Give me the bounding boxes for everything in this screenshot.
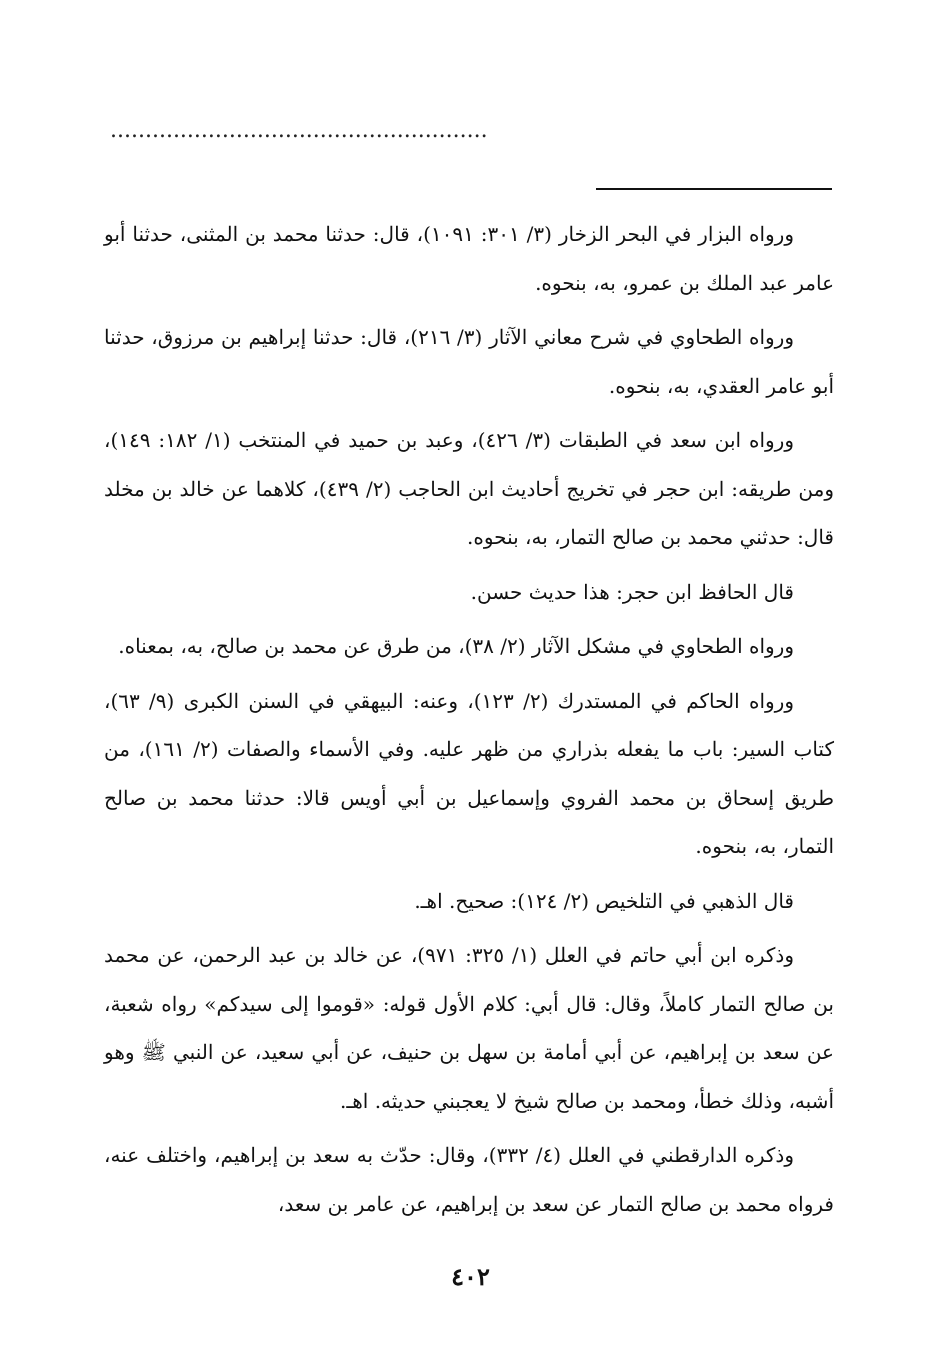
paragraph: قال الحافظ ابن حجر: هذا حديث حسن.: [470, 579, 794, 604]
paragraph: ورواه البزار في البحر الزخار (٣/ ٣٠١: ١٠٩١)، قال: حدثنا محمد بن المثنى، حدثنا أبو عامر عبد الملك بن عمرو، به، بنحوه.: [104, 222, 834, 295]
paragraph: ورواه ابن سعد في الطبقات (٣/ ٤٢٦)، وعبد بن حميد في المنتخب (١/ ١٨٢: ١٤٩)، ومن طريقه: ابن حجر في تخريج أحاديث ابن الحاجب (٢/ ٤٣٩)، كلاهما عن خالد بن مخلد قال: حدثني محمد بن صالح التمار، به، بنحوه.: [104, 428, 834, 549]
paragraph: قال الذهبي في التلخيص (٢/ ١٢٤): صحيح. اهـ.: [414, 888, 794, 913]
page-number: ٤٠٢: [451, 1262, 490, 1291]
paragraph: ورواه الحاكم في المستدرك (٢/ ١٢٣)، وعنه: البيهقي في السنن الكبرى (٩/ ٦٣)، كتاب السير: باب ما يفعله بذراري من ظهر عليه. وفي الأسماء والصفات (٢/ ١٦١)، من طريق إسحاق بن محمد الفروي وإسماعيل بن أبي أويس قالا: حدثنا محمد بن صالح التمار، به، بنحوه.: [104, 688, 834, 858]
paragraph: وذكره ابن أبي حاتم في العلل (١/ ٣٢٥: ٩٧١)، عن خالد بن عبد الرحمن، عن محمد بن صالح التمار كاملاً، وقال: قال أبي: كلام الأول قوله: «قوموا إلى سيدكم» رواه شعبة، عن سعد بن إبراهيم، عن أبي أمامة بن سهل بن حنيف، عن أبي سعيد، عن النبي ﷺ وهو أشبه، وذلك خطأ، ومحمد بن صالح شيخ لا يعجبني حديثه. اهـ.: [104, 943, 834, 1113]
footnote-rule: [596, 188, 832, 190]
paragraph: ورواه الطحاوي في مشكل الآثار (٢/ ٣٨)، من طرق عن محمد بن صالح، به، بمعناه.: [118, 634, 794, 658]
footnote-text: [104, 210, 834, 1234]
paragraph: ورواه الطحاوي في شرح معاني الآثار (٣/ ٢١٦)، قال: حدثنا إبراهيم بن مرزوق، حدثنا أبو عامر العقدي، به، بنحوه.: [104, 325, 834, 398]
dotted-separator: ......................................................: [110, 124, 488, 138]
paragraph: وذكره الدارقطني في العلل (٤/ ٣٣٢)، وقال: حدّث به سعد بن إبراهيم، واختلف عنه، فرواه محمد بن صالح التمار عن سعد بن إبراهيم، عن عامر بن سعد،: [104, 1143, 834, 1216]
